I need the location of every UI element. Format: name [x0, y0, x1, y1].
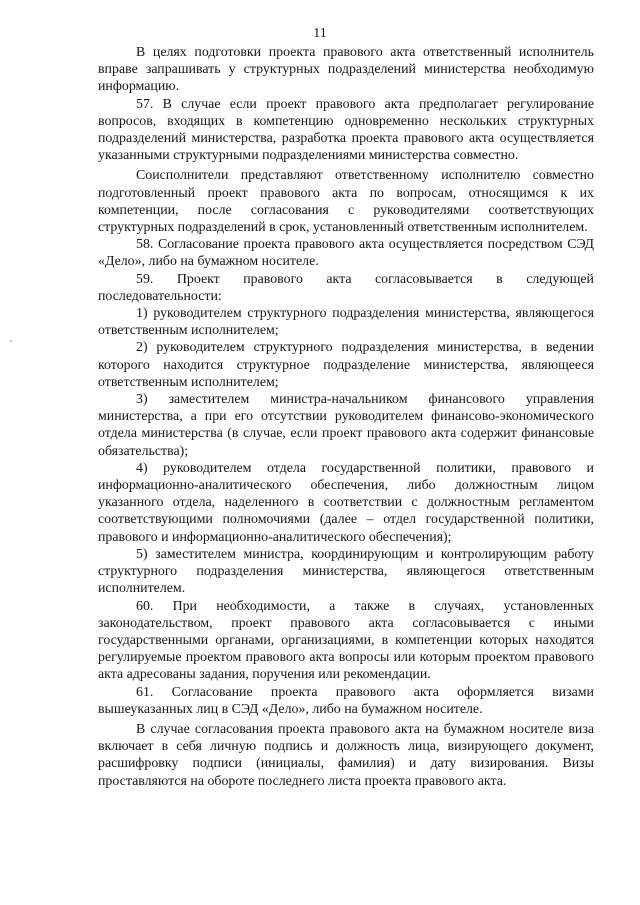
paragraph-61: 61. Согласование проекта правового акта оформляется визами вышеуказанных лиц в СЭД «Дело», либо на бумажном носителе. [98, 684, 594, 717]
page-number: 11 [313, 26, 327, 41]
scan-speck [10, 340, 12, 342]
paragraph-info-request: В целях подготовки проекта правового акта ответственный исполнитель вправе запрашивать у структурных подразделений министерства необходимую информацию. [98, 45, 594, 95]
paragraph-60: 60. При необходимости, а также в случаях, установленных законодательством, проект правового акта согласовывается с иными государственными органами, организациями, в компетенции которых находятся регулируемые проектом правового акта вопросы или которым проектом правового акта адресованы задания, поручения или рекомендации. [98, 598, 594, 683]
paragraph-57: 57. В случае если проект правового акта предполагает регулирование вопросов, входящих в компетенцию одновременно нескольких структурных подразделений министерства, разработка проекта правового акта осуществляется указанными структурными подразделениями министерства совместно. [98, 96, 594, 164]
list-item-4: 4) руководителем отдела государственной политики, правового и информационно-аналитического обеспечения, либо должностным лицом указанного отдела, наделенного в соответствии с должностным регламентом соответствующими полномочиями (далее – отдел государственной политики, правового и информационно-аналитического обеспечения); [98, 460, 594, 545]
list-item-3: 3) заместителем министра-начальником финансового управления министерства, а при его отсутствии руководителем финансово-экономического отдела министерства (в случае, если проект правового акта содержит финансовые обязательства); [98, 392, 594, 459]
paragraph-58: 58. Согласование проекта правового акта осуществляется посредством СЭД «Дело», либо на бумажном носителе. [98, 237, 594, 270]
list-item-2: 2) руководителем структурного подразделения министерства, в ведении которого находится структурное подразделение министерства, являющееся ответственным исполнителем; [98, 340, 594, 390]
document-body [98, 44, 594, 790]
paragraph-59: 59. Проект правового акта согласовывается в следующей последовательности: [98, 271, 594, 304]
list-item-5: 5) заместителем министра, координирующим и контролирующим работу структурного подразделения министерства, являющегося ответственным исполнителем. [98, 546, 594, 597]
list-item-1: 1) руководителем структурного подразделения министерства, являющегося ответственным исполнителем; [98, 306, 594, 339]
paragraph-visa: В случае согласования проекта правового акта на бумажном носителе виза включает в себя личную подпись и должность лица, визирующего документ, расшифровку подписи (инициалы, фамилия) и дату визирования. Визы проставляются на обороте последнего листа проекта правового акта. [98, 721, 594, 789]
paragraph-co-executors: Соисполнители представляют ответственному исполнителю совместно подготовленный проект правового акта по вопросам, относящимся к их компетенции, после согласования с руководителями соответствующих структурных подразделений в срок, установленный ответственным исполнителем. [98, 168, 594, 236]
